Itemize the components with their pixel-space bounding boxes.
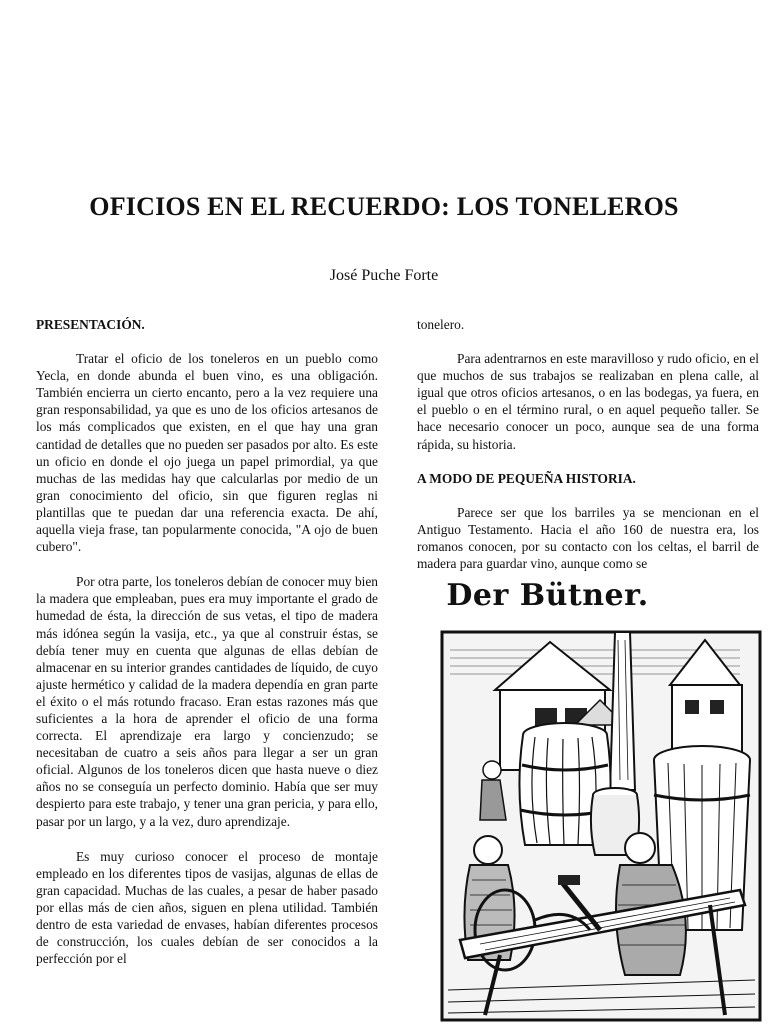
paragraph: Tratar el oficio de los toneleros en un pueblo como Yecla, en donde abunda el buen vino, es una obligación. También encierra un cierto encanto, pero a la vez requiere una gran responsabilidad, ya que es uno de los oficios artesanos de los más complicados que existen, en el que hay una gran cantidad de detalles que no pueden ser pasados por alto. Es este un oficio en donde el ojo juega un papel primordial, ya que muchas de las medidas hay que calcularlas por medio de un gran conocimiento del oficio, sin que figuren reglas ni plantillas que te puedan dar una referencia exacta. De ahí, aquella vieja frase, tan popularmente conocida, "A ojo de buen cubero". [36, 351, 378, 555]
section-heading-presentacion: PRESENTACIÓN. [36, 317, 145, 332]
paragraph: Parece ser que los barriles ya se mencionan en el Antiguo Testamento. Hacia el año 160 de nuestra era, los romanos conocen, por su contacto con los celtas, el barril de madera para guardar vino, aunque como se [417, 504, 759, 572]
left-column [36, 316, 378, 967]
woodcut-figure [440, 578, 765, 1024]
paragraph: Por otra parte, los toneleros debían de conocer muy bien la madera que empleaban, pues era muy importante el grado de humedad de ésta, la dirección de sus vetas, el tipo de madera más idónea según la vasija, etc., ya que al construir éstas, se debía tener muy en cuenta que algunas de ellas debían de almacenar en su interior grandes cantidades de líquido, de cuyo ajuste hermético y calidad de la madera dependía en gran parte el éxito o el más rotundo fracaso. Eran estas razones más que suficientes a la hora de aprender el oficio de una forma correcta. El aprendizaje era largo y concienzudo; se necesitaban de cuatro a seis años para llegar a ser un gran oficial. Algunos de los toneleros dicen que hasta nueve o diez años no se conseguía un perfecto dominio. Había que ser muy despierto para este trabajo, y tener una gran pericia, y para ello, pasar por un largo, y a la vez, duro aprendizaje. [36, 574, 378, 829]
paragraph: Es muy curioso conocer el proceso de montaje empleado en los diferentes tipos de vasijas, algunas de ellas de gran capacidad. Muchas de las cuales, a pesar de haber pasado por ellas más de cien años, siguen en plena utilidad. También dentro de esta variedad de envases, habían diferentes procesos de construcción, los cuales debían de ser conocidos a la perfección por el [36, 848, 378, 967]
paragraph-continuation: tonelero. [417, 317, 465, 332]
author-name: José Puche Forte [329, 267, 439, 284]
woodcut-coopers-illustration-icon [440, 630, 765, 1024]
right-column [417, 316, 759, 572]
section-heading-historia: A MODO DE PEQUEÑA HISTORIA. [417, 470, 636, 486]
page-title: OFICIOS EN EL RECUERDO: LOS TONELEROS [89, 192, 679, 221]
paragraph: Para adentrarnos en este maravilloso y rudo oficio, en el que muchos de sus trabajos se realizaban en plena calle, al igual que otros oficios artesanos, o en las bodegas, ya fuera, en el pueblo o en el término rural, o en aquel pequeño taller. Se hace necesario conocer un poco, aunque sea de una forma rápida, su historia. [417, 351, 759, 452]
figure-caption-title: Der Bütner. [446, 578, 649, 613]
